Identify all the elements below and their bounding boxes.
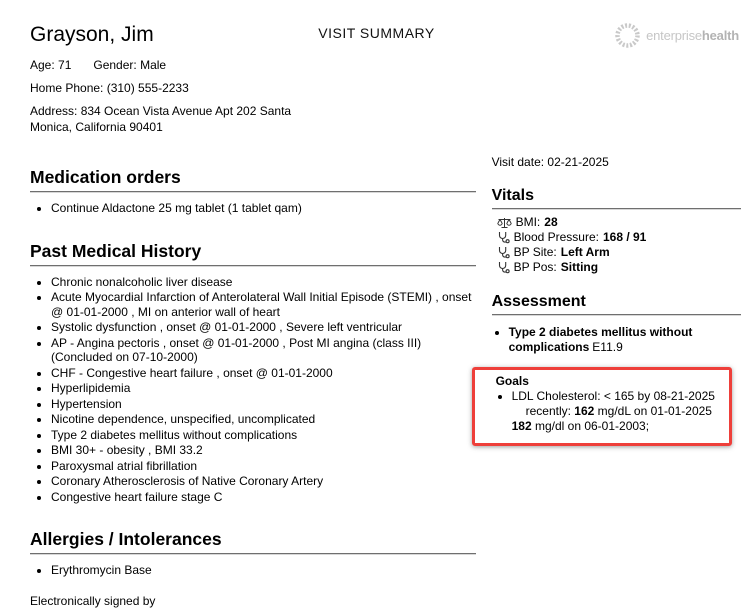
vital-value: Sitting [560,260,599,274]
pmh-item: • Acute Myocardial Infarction of Anterolateral Wall Initial Episode (STEMI) , onset @ 01-01-2000 , MI on anterior wall of heart [51,290,476,319]
vital-label: BP Pos: [513,260,557,274]
vital-row-bmi [497,215,741,230]
vital-row-bp-pos [497,260,741,275]
allergies-list [30,563,476,578]
vital-value: 168 / 91 [602,230,647,244]
vital-row-bp-site [497,245,741,260]
vital-label: Blood Pressure: [513,230,599,244]
divider [30,265,476,267]
allergies-heading: Allergies / Intolerances [30,529,222,549]
pmh-item: • CHF - Congestive heart failure , onset @ 01-01-2000 [51,366,476,381]
goal-item [512,389,723,434]
signature-line: Electronically signed by [30,593,156,608]
medication-orders-heading: Medication orders [30,167,181,187]
divider [30,553,476,555]
vital-label: BP Site: [513,245,557,259]
vitals-heading: Vitals [491,187,534,204]
goal-value-2: 182 [511,419,532,433]
pmh-item: • Chronic nonalcoholic liver disease [51,275,476,290]
patient-demographics [30,57,741,73]
patient-age: Age: 71 [30,58,72,72]
content-columns [30,142,741,608]
medication-item: • Continue Aldactone 25 mg tablet (1 tablet qam) [51,201,476,216]
vital-label: BMI: [515,215,541,229]
patient-name: Grayson, Jim [30,23,154,46]
stethoscope-icon [497,231,510,244]
vital-value: 28 [544,215,558,229]
assessment-list [492,325,741,355]
pmh-item: • BMI 30+ - obesity , BMI 33.2 [51,443,476,458]
pmh-item: • Congestive heart failure stage C [51,490,476,505]
goals-highlight-box [472,367,732,446]
assessment-heading: Assessment [491,293,586,310]
pmh-item: • Paroxysmal atrial fibrillation [51,459,476,474]
vitals-list [492,215,741,275]
scale-icon [497,217,512,229]
past-medical-history-heading: Past Medical History [30,240,202,261]
stethoscope-icon [497,246,510,259]
patient-address: Address: 834 Ocean Vista Avenue Apt 202 Santa Monica, California 90401 [30,104,292,134]
goal-value-2-context: mg/dl on 06-01-2003; [534,419,650,433]
pmh-item: • Hyperlipidemia [51,381,476,396]
past-medical-history-list [30,275,476,505]
pmh-item: • AP - Angina pectoris , onset @ 01-01-2000 , Post MI angina (class III) (Concluded on 07-10-2000) [51,336,476,365]
vital-row-blood-pressure [497,230,741,245]
left-column [30,142,476,608]
allergy-item: • Erythromycin Base [51,563,476,578]
divider [492,314,741,316]
divider [30,191,476,193]
pmh-item: • Coronary Atherosclerosis of Native Coronary Artery [51,474,476,489]
pmh-item: • Type 2 diabetes mellitus without complications [51,428,476,443]
assessment-item [509,325,741,355]
logo-text-bold: health [701,28,739,43]
patient-gender: Gender: Male [93,58,167,72]
logo-ring-icon [614,22,641,49]
pmh-item: • Nicotine dependence, unspecified, uncomplicated [51,412,476,427]
stethoscope-icon [497,261,510,274]
diagnosis-name: Type 2 diabetes mellitus without complications [508,325,693,354]
divider [492,208,741,210]
enterprise-health-logo [614,22,739,49]
goal-recent-label: recently: [525,404,571,418]
diagnosis-code: E11.9 [592,340,623,354]
goal-target: LDL Cholesterol: < 165 by 08-21-2025 [511,389,715,403]
goals-list [496,389,723,434]
visit-date: Visit date: 02-21-2025 [491,155,609,169]
pmh-item: • Systolic dysfunction , onset @ 01-01-2000 , Severe left ventricular [51,320,476,335]
patient-phone: Home Phone: (310) 555-2233 [30,81,189,95]
goal-value-1: 162 [574,404,595,418]
pmh-item: • Hypertension [51,397,476,412]
page-title: VISIT SUMMARY [318,25,435,41]
goal-value-1-context: mg/dL on 01-01-2025 [597,404,712,418]
medication-orders-list [30,201,476,216]
logo-text-light: enterprise [646,28,702,43]
right-column [492,142,741,446]
goals-heading: Goals [495,374,529,388]
vital-value: Left Arm [560,245,610,259]
